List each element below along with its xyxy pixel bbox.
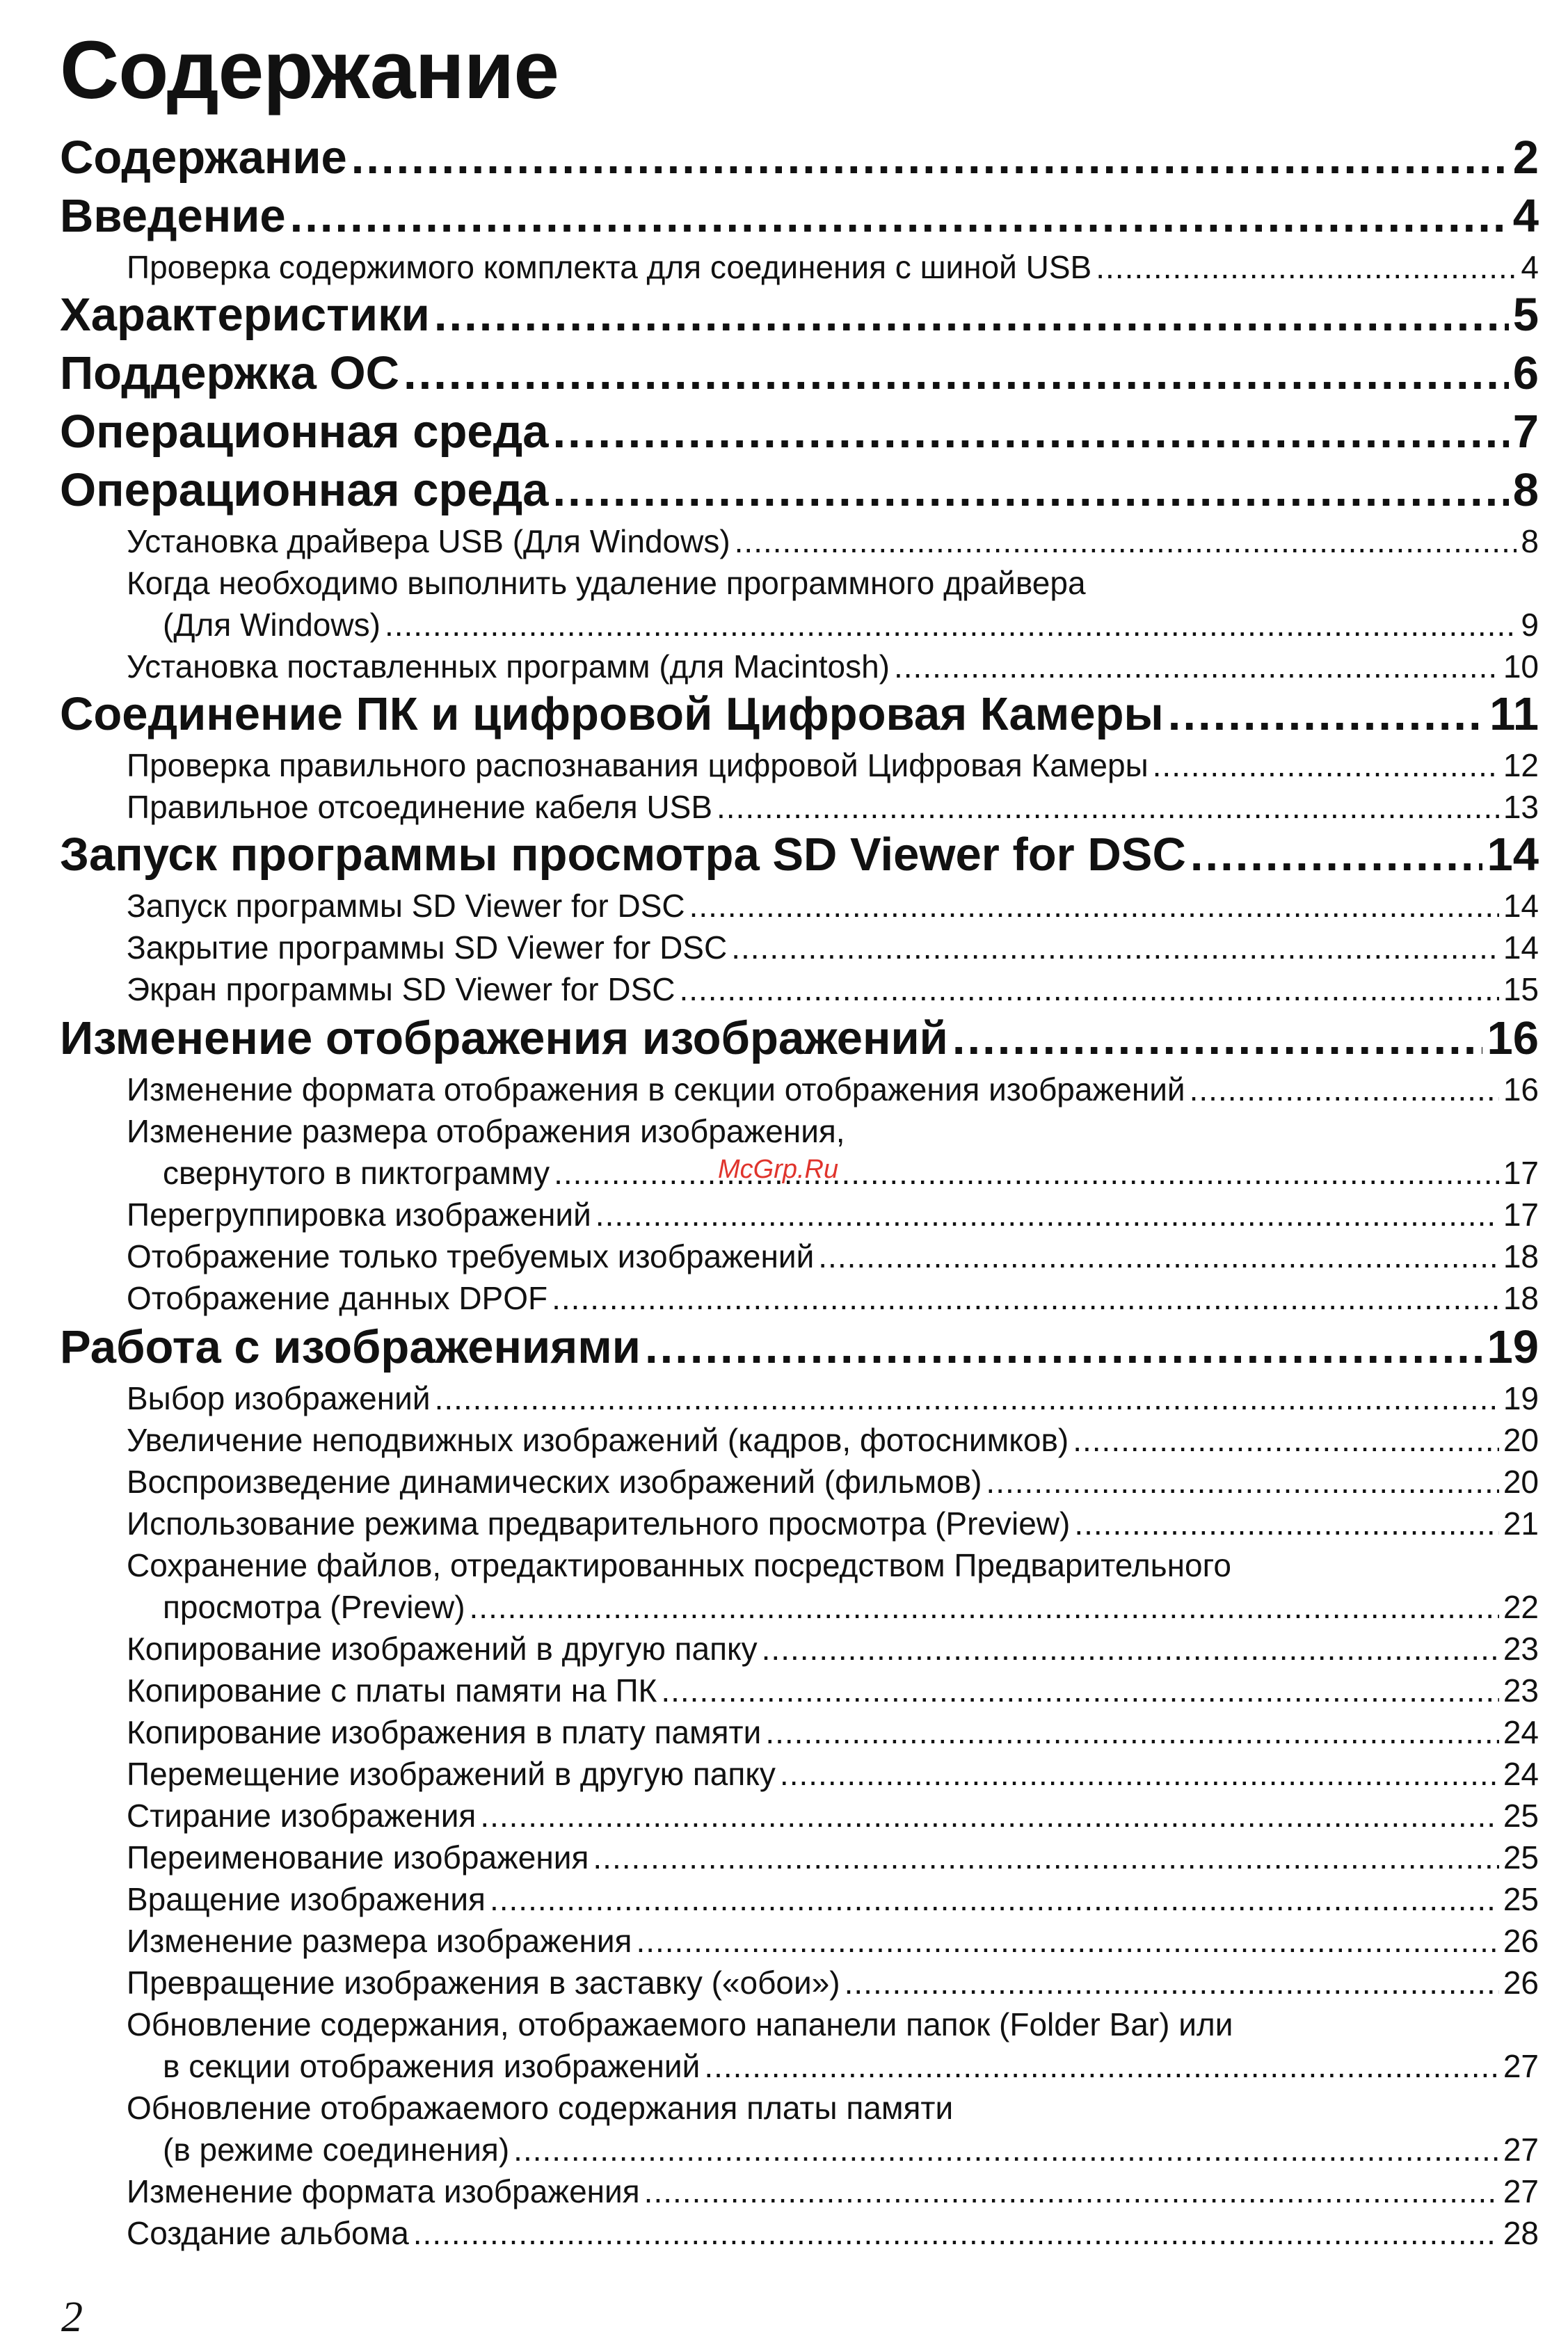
toc-page-number: 20 xyxy=(1503,1422,1539,1458)
toc-page-number: 26 xyxy=(1503,1923,1539,1959)
toc-row xyxy=(127,968,1539,1010)
toc-page-number: 28 xyxy=(1503,2215,1539,2251)
toc-row xyxy=(127,1377,1539,1419)
toc-subsection xyxy=(60,1461,1539,1503)
toc-page-number: 13 xyxy=(1503,789,1539,825)
dot-leader xyxy=(717,786,1499,828)
toc-row xyxy=(127,1069,1539,1110)
toc-label: Когда необходимо выполнить удаление программного драйвера xyxy=(127,565,1086,601)
toc-row xyxy=(127,1878,1539,1920)
dot-leader xyxy=(644,2170,1499,2212)
toc-row xyxy=(60,686,1539,743)
toc-page-number: 9 xyxy=(1521,607,1539,643)
dot-leader xyxy=(689,885,1499,927)
toc-label: Копирование изображения в плату памяти xyxy=(127,1714,762,1750)
toc-subsection xyxy=(60,646,1539,687)
toc-page-number: 4 xyxy=(1521,249,1539,285)
dot-leader xyxy=(704,2045,1499,2087)
dot-leader xyxy=(490,1878,1499,1920)
dot-leader xyxy=(735,520,1517,562)
dot-leader xyxy=(413,2212,1499,2254)
dot-leader xyxy=(762,1628,1499,1670)
toc-page-number: 7 xyxy=(1512,406,1539,458)
toc-page-number: 8 xyxy=(1521,523,1539,559)
toc-row xyxy=(127,246,1539,288)
toc-row xyxy=(60,826,1539,883)
toc-page-number: 24 xyxy=(1503,1756,1539,1792)
toc-subsection xyxy=(60,1711,1539,1753)
toc-page-number: 14 xyxy=(1503,929,1539,966)
toc-page-number: 10 xyxy=(1503,648,1539,685)
toc-page-number: 25 xyxy=(1503,1798,1539,1834)
toc-row xyxy=(60,462,1539,519)
toc-label: Стирание изображения xyxy=(127,1798,477,1834)
toc-row xyxy=(127,520,1539,562)
toc-label: Отображение только требуемых изображений xyxy=(127,1238,815,1274)
toc-label: Обновление содержания, отображаемого напанели папок (Folder Bar) или xyxy=(127,2006,1233,2042)
toc-label: Введение xyxy=(60,190,286,242)
toc-subsection xyxy=(60,1753,1539,1795)
toc-label: Создание альбома xyxy=(127,2215,409,2251)
toc-row xyxy=(127,2129,1539,2170)
toc-page-number: 19 xyxy=(1503,1380,1539,1416)
toc-label: Запуск программы SD Viewer for DSC xyxy=(127,888,685,924)
toc-page-number: 15 xyxy=(1503,971,1539,1007)
dot-leader xyxy=(553,403,1509,461)
toc-page-number: 21 xyxy=(1503,1505,1539,1542)
toc-label-continuation: (в режиме соединения) xyxy=(163,2132,510,2168)
toc-page-number: 25 xyxy=(1503,1839,1539,1876)
toc-label: Работа с изображениями xyxy=(60,1321,641,1373)
dot-leader xyxy=(1073,1419,1499,1461)
dot-leader xyxy=(645,1319,1482,1376)
dot-leader xyxy=(434,287,1509,344)
toc-page-number: 26 xyxy=(1503,1965,1539,2001)
toc-row xyxy=(127,1920,1539,1962)
toc-label: Копирование с платы памяти на ПК xyxy=(127,1672,657,1709)
toc-page-number: 27 xyxy=(1503,2173,1539,2209)
toc-subsection xyxy=(60,1670,1539,1711)
toc-label: Проверка содержимого комплекта для соединения с шиной USB xyxy=(127,249,1092,285)
toc-label: Операционная среда xyxy=(60,464,549,516)
dot-leader xyxy=(894,646,1499,687)
toc-label: Перемещение изображений в другую папку xyxy=(127,1756,776,1792)
toc-page-number: 5 xyxy=(1512,289,1539,341)
toc-subsection xyxy=(60,1069,1539,1110)
toc-subsection xyxy=(60,885,1539,927)
toc-label: Закрытие программы SD Viewer for DSC xyxy=(127,929,728,966)
toc-subsection xyxy=(60,520,1539,562)
toc-subsection xyxy=(60,2212,1539,2254)
toc-page-number: 17 xyxy=(1503,1197,1539,1233)
toc-page-number: 14 xyxy=(1503,888,1539,924)
toc-section xyxy=(60,287,1539,344)
toc-row xyxy=(127,1711,1539,1753)
toc-label-continuation: просмотра (Preview) xyxy=(163,1589,465,1625)
toc-label-continuation: в секции отображения изображений xyxy=(163,2048,701,2084)
page-number: 2 xyxy=(61,2294,83,2341)
toc-label: Использование режима предварительного просмотра (Preview) xyxy=(127,1505,1071,1542)
toc-subsection xyxy=(60,744,1539,786)
dot-leader xyxy=(818,1236,1499,1277)
dot-leader xyxy=(661,1670,1499,1711)
dot-leader xyxy=(593,1837,1498,1878)
toc-row xyxy=(127,1194,1539,1236)
toc-row xyxy=(127,885,1539,927)
toc-label: Содержание xyxy=(60,131,347,184)
toc-label: Вращение изображения xyxy=(127,1881,486,1917)
page-title: Содержание xyxy=(60,24,559,116)
toc-label: Отображение данных DPOF xyxy=(127,1280,548,1316)
toc-row xyxy=(127,1277,1539,1319)
toc-row xyxy=(60,129,1539,186)
toc-section xyxy=(60,1010,1539,1067)
toc-label: Переименование изображения xyxy=(127,1839,589,1876)
toc-page-number: 16 xyxy=(1487,1012,1539,1064)
toc-subsection xyxy=(60,1878,1539,1920)
toc-section xyxy=(60,345,1539,402)
dot-leader xyxy=(1190,1069,1499,1110)
toc-label: Характеристики xyxy=(60,289,430,341)
dot-leader xyxy=(952,1010,1483,1067)
dot-leader xyxy=(731,927,1499,968)
toc-row xyxy=(127,1503,1539,1544)
toc-section xyxy=(60,686,1539,743)
toc-label: Воспроизведение динамических изображений (фильмов) xyxy=(127,1464,982,1500)
toc-label: Установка поставленных программ (для Macintosh) xyxy=(127,648,890,685)
dot-leader xyxy=(351,129,1509,186)
toc-page-number: 23 xyxy=(1503,1631,1539,1667)
toc-section xyxy=(60,188,1539,245)
toc-page-number: 16 xyxy=(1503,1071,1539,1107)
toc-row xyxy=(60,287,1539,344)
dot-leader xyxy=(780,1753,1499,1795)
toc-subsection xyxy=(60,1277,1539,1319)
toc-subsection xyxy=(60,562,1539,646)
toc-label: Изменение формата изображения xyxy=(127,2173,640,2209)
toc-page-number: 22 xyxy=(1503,1589,1539,1625)
toc-subsection xyxy=(60,786,1539,828)
toc-label: Превращение изображения в заставку («обои») xyxy=(127,1965,840,2001)
toc-label: Соединение ПК и цифровой Цифровая Камеры xyxy=(60,688,1164,740)
dot-leader xyxy=(552,1277,1499,1319)
toc-subsection xyxy=(60,2170,1539,2212)
toc-row xyxy=(60,188,1539,245)
watermark: McGrp.Ru xyxy=(718,1155,839,1184)
toc-row xyxy=(60,1010,1539,1067)
toc-row xyxy=(127,1837,1539,1878)
toc-subsection xyxy=(60,1236,1539,1277)
toc-label: Выбор изображений xyxy=(127,1380,431,1416)
toc-row xyxy=(127,1461,1539,1503)
toc-page-number: 12 xyxy=(1503,747,1539,783)
dot-leader xyxy=(1168,686,1485,743)
toc-subsection xyxy=(60,1962,1539,2004)
dot-leader xyxy=(553,462,1509,519)
toc-page-number: 14 xyxy=(1487,829,1539,881)
toc-subsection xyxy=(60,1194,1539,1236)
toc-subsection xyxy=(60,927,1539,968)
toc-label: Проверка правильного распознавания цифровой Цифровая Камеры xyxy=(127,747,1149,783)
toc-subsection xyxy=(60,1628,1539,1670)
toc-row xyxy=(127,2212,1539,2254)
toc-subsection xyxy=(60,1503,1539,1544)
toc-subsection xyxy=(60,1544,1539,1628)
toc-label: Перегруппировка изображений xyxy=(127,1197,591,1233)
toc-row xyxy=(127,1753,1539,1795)
toc-row xyxy=(127,1628,1539,1670)
toc-page-number: 23 xyxy=(1503,1672,1539,1709)
toc-page-number: 18 xyxy=(1503,1238,1539,1274)
toc-label: Запуск программы просмотра SD Viewer for DSC xyxy=(60,829,1186,881)
toc-row xyxy=(127,2170,1539,2212)
toc-subsection xyxy=(60,1377,1539,1419)
dot-leader xyxy=(679,968,1498,1010)
toc-row xyxy=(127,1236,1539,1277)
dot-leader xyxy=(1190,826,1483,883)
dot-leader xyxy=(1153,744,1499,786)
toc-row xyxy=(60,1319,1539,1376)
toc-page-number: 27 xyxy=(1503,2132,1539,2168)
toc-row xyxy=(127,1586,1539,1628)
toc-row xyxy=(60,403,1539,461)
toc-label: Изменение формата отображения в секции отображения изображений xyxy=(127,1071,1185,1107)
toc-section xyxy=(60,462,1539,519)
toc-page-number: 27 xyxy=(1503,2048,1539,2084)
dot-leader xyxy=(765,1711,1499,1753)
toc-row xyxy=(60,345,1539,402)
toc-subsection xyxy=(60,968,1539,1010)
toc-row xyxy=(127,927,1539,968)
toc-page-number: 17 xyxy=(1503,1155,1539,1191)
dot-leader xyxy=(480,1795,1498,1837)
toc-page-number: 19 xyxy=(1487,1321,1539,1373)
toc-label: Сохранение файлов, отредактированных посредством Предварительного xyxy=(127,1547,1231,1583)
dot-leader xyxy=(845,1962,1499,2004)
toc-section xyxy=(60,826,1539,883)
toc-page-number: 2 xyxy=(1512,131,1539,184)
dot-leader xyxy=(435,1377,1499,1419)
toc-label: Поддержка ОС xyxy=(60,347,399,399)
toc-page-number: 6 xyxy=(1512,347,1539,399)
toc-label: Копирование изображений в другую папку xyxy=(127,1631,758,1667)
toc-page-number: 4 xyxy=(1512,190,1539,242)
toc-label-continuation: (Для Windows) xyxy=(163,607,381,643)
toc-subsection xyxy=(60,246,1539,288)
dot-leader xyxy=(595,1194,1499,1236)
dot-leader xyxy=(1074,1503,1499,1544)
toc-label: Изменение размера отображения изображения, xyxy=(127,1113,845,1149)
toc-label: Правильное отсоединение кабеля USB xyxy=(127,789,713,825)
toc-page-number: 18 xyxy=(1503,1280,1539,1316)
toc-row xyxy=(127,604,1539,646)
toc-row xyxy=(127,1962,1539,2004)
toc-label: Обновление отображаемого содержания платы памяти xyxy=(127,2090,954,2126)
toc-row xyxy=(127,1795,1539,1837)
toc-subsection xyxy=(60,2004,1539,2087)
toc-label: Изменение размера изображения xyxy=(127,1923,632,1959)
dot-leader xyxy=(636,1920,1498,1962)
dot-leader xyxy=(470,1586,1499,1628)
toc-page-number: 25 xyxy=(1503,1881,1539,1917)
toc-row xyxy=(127,646,1539,687)
toc-label: Установка драйвера USB (Для Windows) xyxy=(127,523,730,559)
toc-page-number: 11 xyxy=(1489,688,1539,740)
dot-leader xyxy=(554,1152,1499,1194)
dot-leader xyxy=(1096,246,1517,288)
toc-page-number: 24 xyxy=(1503,1714,1539,1750)
toc-subsection xyxy=(60,1920,1539,1962)
toc-label-continuation: свернутого в пиктограмму xyxy=(163,1155,550,1191)
dot-leader xyxy=(986,1461,1498,1503)
toc-label: Экран программы SD Viewer for DSC xyxy=(127,971,675,1007)
toc-subsection xyxy=(60,1795,1539,1837)
toc-section xyxy=(60,1319,1539,1376)
toc-row xyxy=(127,1670,1539,1711)
toc-label: Операционная среда xyxy=(60,406,549,458)
toc-label: Изменение отображения изображений xyxy=(60,1012,948,1064)
toc-row xyxy=(127,786,1539,828)
toc-row xyxy=(127,2045,1539,2087)
toc-section xyxy=(60,403,1539,461)
toc-page-number: 20 xyxy=(1503,1464,1539,1500)
toc-page-number: 8 xyxy=(1512,464,1539,516)
toc-section xyxy=(60,129,1539,186)
toc-subsection xyxy=(60,1837,1539,1878)
toc-row xyxy=(127,744,1539,786)
dot-leader xyxy=(513,2129,1499,2170)
toc-label: Увеличение неподвижных изображений (кадров, фотоснимков) xyxy=(127,1422,1069,1458)
toc-subsection xyxy=(60,2087,1539,2170)
dot-leader xyxy=(290,188,1509,245)
dot-leader xyxy=(385,604,1517,646)
toc-row xyxy=(127,1419,1539,1461)
dot-leader xyxy=(403,345,1509,402)
toc-subsection xyxy=(60,1419,1539,1461)
